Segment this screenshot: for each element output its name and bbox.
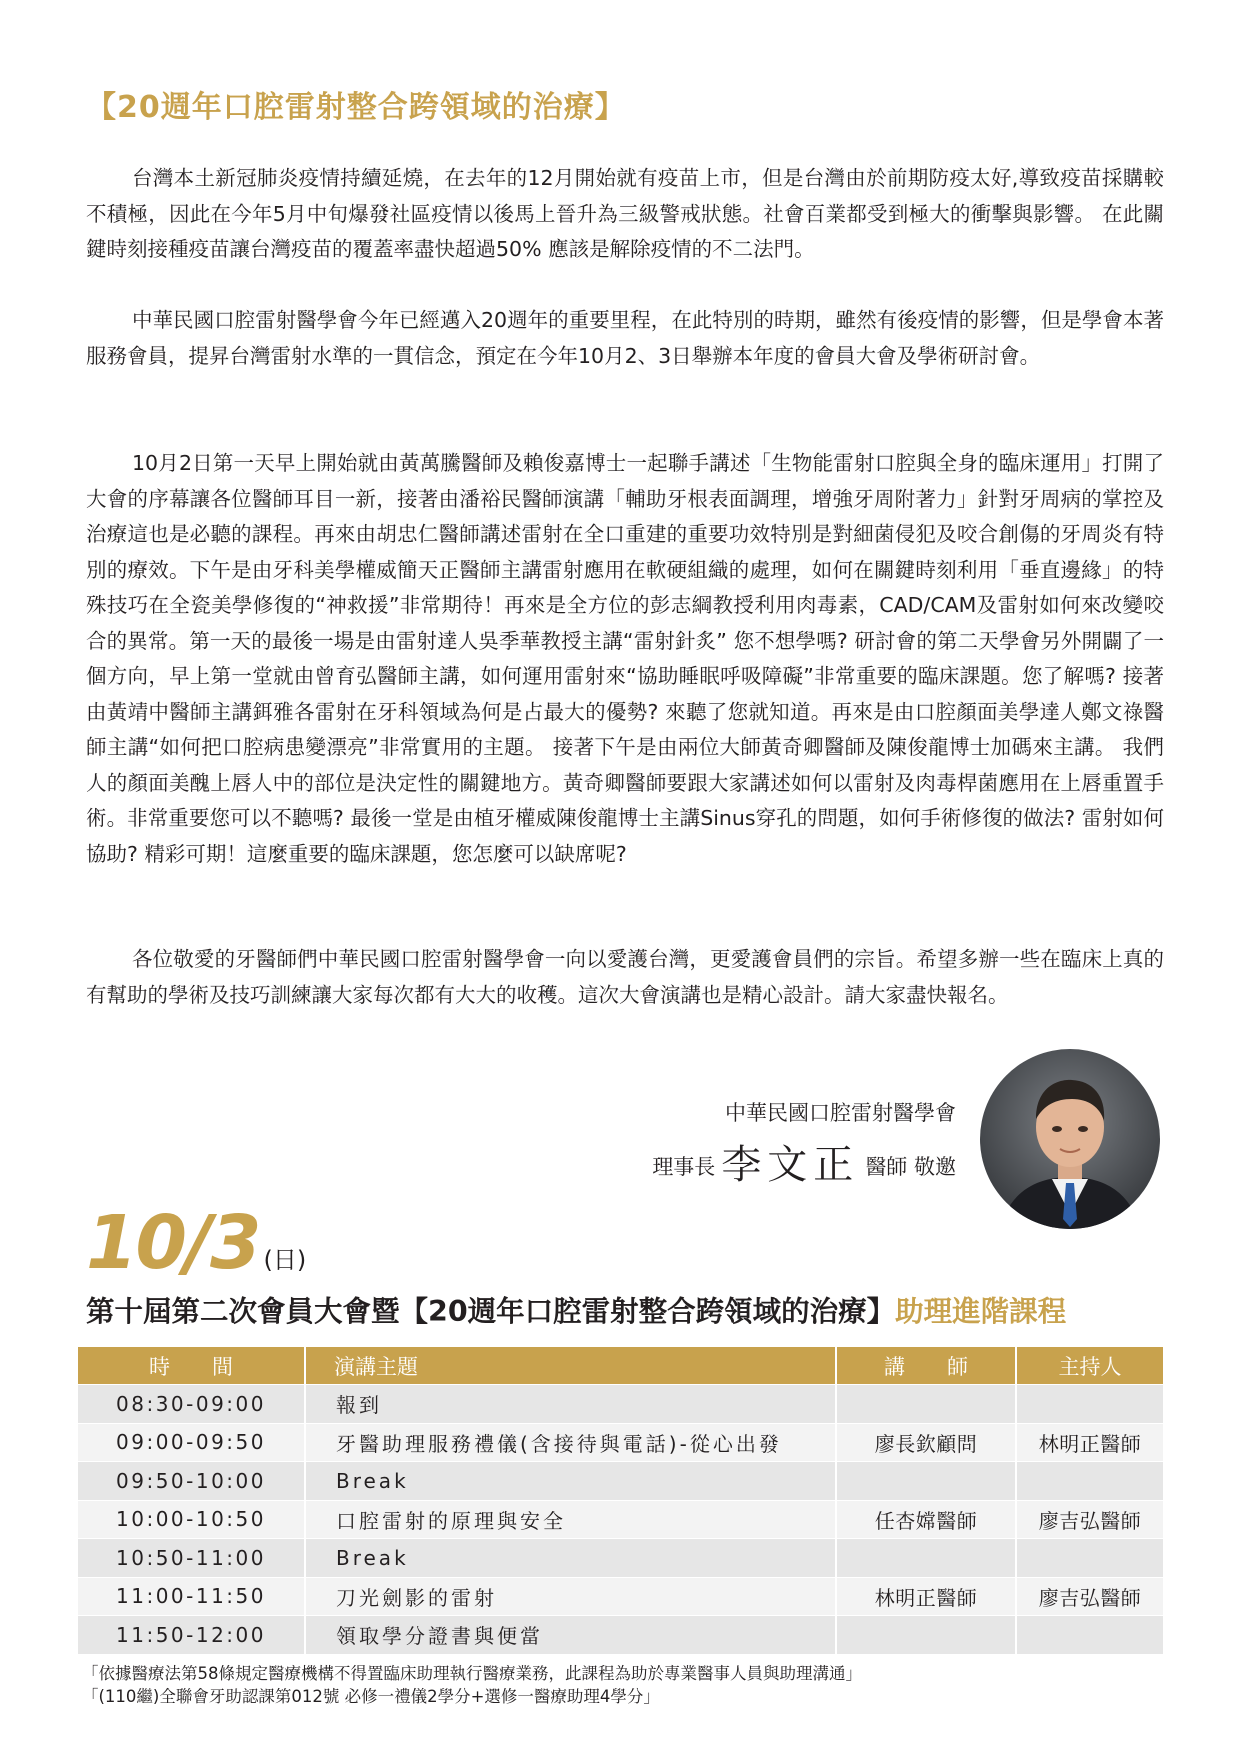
cell-speaker: 廖長欽顧問 (836, 1423, 1016, 1462)
cell-time: 10:50-11:00 (78, 1539, 305, 1578)
table-row (78, 1462, 1164, 1501)
cell-host: 廖吉弘醫師 (1016, 1577, 1164, 1616)
schedule-table (78, 1347, 1165, 1654)
cell-host (1016, 1462, 1164, 1501)
event-title-main: 第十屆第二次會員大會暨【20週年口腔雷射整合跨領域的治療】 (86, 1295, 896, 1328)
paragraph-1: 台灣本土新冠肺炎疫情持續延燒，在去年的12月開始就有疫苗上市，但是台灣由於前期防疫太好,導致疫苗採購較不積極，因此在今年5月中旬爆發社區疫情以後馬上晉升為三級警戒狀態。社會百業都受到極大的衝擊與影響。 在此關鍵時刻接種疫苗讓台灣疫苗的覆蓋率盡快超過50% 應該是解除疫情的不二法門。 (86, 166, 1164, 261)
cell-topic: Break (305, 1539, 836, 1578)
cell-time: 10:00-10:50 (78, 1500, 305, 1539)
cell-time: 09:50-10:00 (78, 1462, 305, 1501)
cell-topic: Break (305, 1462, 836, 1501)
event-date (86, 1200, 306, 1286)
paragraph-3: 10月2日第一天早上開始就由黃萬騰醫師及賴俊嘉博士一起聯手講述「生物能雷射口腔與全身的臨床運用」打開了大會的序幕讓各位醫師耳目一新，接著由潘裕民醫師演講「輔助牙根表面調理，增強牙周附著力」針對牙周病的掌控及治療這也是必聽的課程。再來由胡忠仁醫師講述雷射在全口重建的重要功效特別是對細菌侵犯及咬合創傷的牙周炎有特別的療效。下午是由牙科美學權威簡天正醫師主講雷射應用在軟硬組織的處理，如何在關鍵時刻利用「垂直邊緣」的特殊技巧在全瓷美學修復的“神救援”非常期待！再來是全方位的彭志綱教授利用肉毒素，CAD/CAM及雷射如何來改變咬合的異常。第一天的最後一場是由雷射達人吳季華教授主講“雷射針炙” 您不想學嗎? 研討會的第二天學會另外開闢了一個方向，早上第一堂就由曾育弘醫師主講，如何運用雷射來“協助睡眠呼吸障礙”非常重要的臨床課題。您了解嗎? 接著由黃靖中醫師主講鉺雅各雷射在牙科領域為何是占最大的優勢? 來聽了您就知道。再來是由口腔顏面美學達人鄭文祿醫師主講“如何把口腔病患變漂亮”非常實用的主題。 接著下午是由兩位大師黃奇卿醫師及陳俊龍博士加碼來主講。 我們人的顏面美醜上唇人中的部位是決定性的關鍵地方。黃奇卿醫師要跟大家講述如何以雷射及肉毒桿菌應用在上唇重置手術。非常重要您可以不聽嗎? 最後一堂是由植牙權威陳俊龍博士主講Sinus穿孔的問題，如何手術修復的做法? 雷射如何協助? 精彩可期！這麼重要的臨床課題，您怎麼可以缺席呢? (86, 451, 1164, 866)
event-weekday: (日) (263, 1246, 307, 1274)
signature-name: 李文正 (721, 1142, 860, 1188)
signature-title: 理事長 (652, 1155, 716, 1179)
cell-host: 廖吉弘醫師 (1016, 1500, 1164, 1539)
table-row (78, 1577, 1164, 1616)
paragraph-2: 中華民國口腔雷射醫學會今年已經邁入20週年的重要里程，在此特別的時期，雖然有後疫情的影響，但是學會本著服務會員，提昇台灣雷射水準的一貫信念，預定在今年10月2、3日舉辦本年度的會員大會及學術研討會。 (86, 308, 1164, 368)
header-topic: 演講主題 (305, 1347, 836, 1385)
signature-suffix: 醫師 敬邀 (865, 1155, 956, 1179)
cell-topic: 報到 (305, 1385, 836, 1424)
cell-host: 林明正醫師 (1016, 1423, 1164, 1462)
table-row (78, 1385, 1164, 1424)
cell-host (1016, 1385, 1164, 1424)
cell-speaker (836, 1385, 1016, 1424)
cell-speaker (836, 1616, 1016, 1654)
table-row (78, 1616, 1164, 1654)
cell-host (1016, 1539, 1164, 1578)
header-time: 時 間 (78, 1347, 305, 1385)
cell-topic: 牙醫助理服務禮儀(含接待與電話)-從心出發 (305, 1423, 836, 1462)
schedule-header-row (78, 1347, 1164, 1385)
header-speaker: 講 師 (836, 1347, 1016, 1385)
cell-topic: 口腔雷射的原理與安全 (305, 1500, 836, 1539)
cell-time: 09:00-09:50 (78, 1423, 305, 1462)
cell-time: 11:50-12:00 (78, 1616, 305, 1654)
cell-speaker (836, 1462, 1016, 1501)
signature-org: 中華民國口腔雷射醫學會 (725, 1101, 956, 1125)
cell-topic: 刀光劍影的雷射 (305, 1577, 836, 1616)
avatar (980, 1049, 1160, 1229)
article-heading: 【20週年口腔雷射整合跨領域的治療】 (86, 90, 626, 125)
table-row (78, 1500, 1164, 1539)
cell-time: 08:30-09:00 (78, 1385, 305, 1424)
cell-speaker: 林明正醫師 (836, 1577, 1016, 1616)
event-title (86, 1289, 1066, 1330)
table-row (78, 1423, 1164, 1462)
cell-host (1016, 1616, 1164, 1654)
paragraph-4: 各位敬愛的牙醫師們中華民國口腔雷射醫學會一向以愛護台灣，更愛護會員們的宗旨。希望多辦一些在臨床上真的有幫助的學術及技巧訓練讓大家每次都有大大的收穫。這次大會演講也是精心設計。請大家盡快報名。 (86, 947, 1164, 1007)
footnote-2: 「(110繼)全聯會牙助認課第012號 必修一禮儀2學分+選修一醫療助理4學分」 (82, 1687, 660, 1706)
cell-speaker (836, 1539, 1016, 1578)
event-title-accent: 助理進階課程 (895, 1295, 1067, 1328)
table-row (78, 1539, 1164, 1578)
portrait-image (980, 1049, 1160, 1229)
cell-time: 11:00-11:50 (78, 1577, 305, 1616)
signature-line (560, 1133, 956, 1190)
event-date-number: 10/3 (86, 1200, 260, 1286)
cell-speaker: 任杏嫦醫師 (836, 1500, 1016, 1539)
footnote-1: 「依據醫療法第58條規定醫療機構不得置臨床助理執行醫療業務，此課程為助於專業醫事人員與助理溝通」 (82, 1664, 862, 1683)
header-host: 主持人 (1016, 1347, 1164, 1385)
cell-topic: 領取學分證書與便當 (305, 1616, 836, 1654)
